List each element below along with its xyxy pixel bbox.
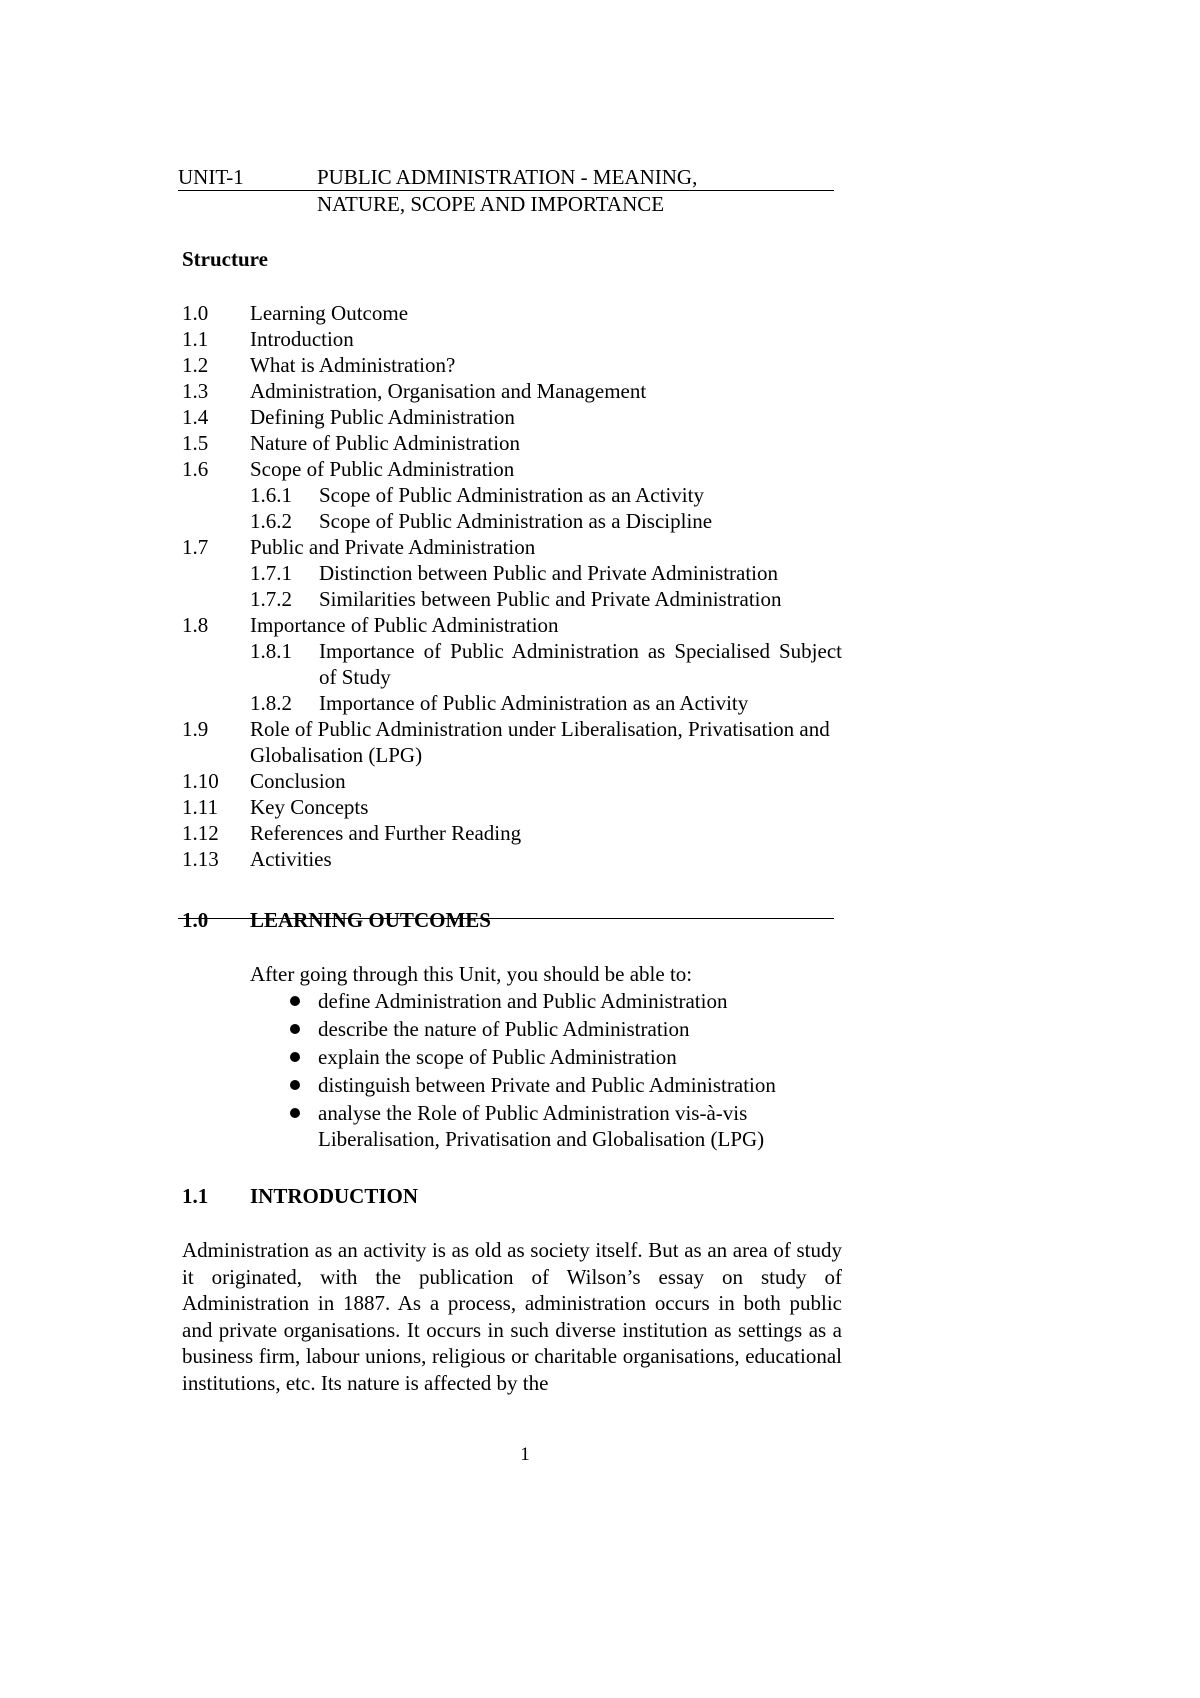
toc-item [182, 534, 842, 560]
structure-title: Structure [182, 247, 268, 271]
learning-outcomes-heading [182, 907, 834, 933]
section-number: 1.0 [182, 908, 209, 932]
toc-item [182, 456, 842, 482]
toc-item [182, 300, 842, 326]
toc-item-label: Conclusion [250, 769, 346, 793]
toc-subitem [182, 482, 842, 508]
list-item [250, 1072, 850, 1098]
toc-item-label: Key Concepts [250, 795, 369, 819]
unit-header-rule [178, 190, 834, 191]
toc-item-label: References and Further Reading [250, 821, 522, 845]
toc-item-label: Importance of Public Administration as an Activity [319, 691, 749, 715]
toc-item-label: Scope of Public Administration [250, 457, 515, 481]
introduction-paragraph: Administration as an activity is as old as society itself. But as an area of study it originated, with the publication of Wilson’s essay on study of Administration in 1887. As a process, administration occurs in both public and private organisations. It occurs in such diverse institution as settings as a business firm, labour unions, religious or charitable organisations, educational institutions, etc. Its nature is affected by the [182, 1238, 842, 1395]
toc-item-label: Similarities between Public and Private Administration [319, 587, 782, 611]
section-title: LEARNING OUTCOMES [250, 908, 491, 932]
toc-item [182, 820, 842, 846]
toc-item-label: Scope of Public Administration as a Discipline [319, 509, 713, 533]
toc-item-number: 1.7 [182, 535, 209, 559]
bullet-icon [290, 1052, 300, 1062]
toc-item-number: 1.1 [182, 327, 209, 351]
toc-item-number: 1.11 [182, 795, 218, 819]
unit-number: UNIT-1 [178, 165, 244, 189]
toc-item-number: 1.0 [182, 301, 209, 325]
toc-item-number: 1.9 [182, 717, 209, 741]
toc-item-label: Scope of Public Administration as an Activity [319, 483, 704, 507]
toc-item-label: Importance of Public Administration as Specialised Subject of Study [319, 639, 842, 689]
introduction-heading [182, 1183, 834, 1209]
toc-item-number: 1.8.2 [250, 691, 292, 715]
learning-outcomes-list [250, 988, 850, 1154]
structure-list [182, 300, 842, 872]
toc-item-label: Importance of Public Administration [250, 613, 559, 637]
page-number: 1 [520, 1444, 530, 1465]
learning-outcomes-rule [178, 918, 834, 919]
list-item-text: analyse the Role of Public Administration vis-à-vis Liberalisation, Privatisation and Globalisation (LPG) [318, 1101, 765, 1151]
toc-item [182, 378, 842, 404]
bullet-icon [290, 996, 300, 1006]
toc-item-label: What is Administration? [250, 353, 456, 377]
bullet-icon [290, 1080, 300, 1090]
toc-item-number: 1.4 [182, 405, 209, 429]
toc-item-number: 1.7.2 [250, 587, 292, 611]
learning-outcomes-intro: After going through this Unit, you should be able to: [250, 962, 693, 986]
toc-subitem [182, 638, 842, 690]
toc-item-number: 1.6.2 [250, 509, 292, 533]
toc-subitem [182, 560, 842, 586]
toc-item-label: Administration, Organisation and Management [250, 379, 647, 403]
toc-item [182, 794, 842, 820]
toc-item-number: 1.12 [182, 821, 219, 845]
list-item [250, 1044, 850, 1070]
toc-item-label: Role of Public Administration under Liberalisation, Privatisation and Globalisation (LPG) [250, 717, 830, 767]
toc-item-label: Distinction between Public and Private Administration [319, 561, 779, 585]
toc-item-number: 1.8.1 [250, 639, 292, 663]
list-item [250, 1016, 850, 1042]
toc-subitem [182, 508, 842, 534]
toc-item-label: Activities [250, 847, 332, 871]
toc-item-label: Introduction [250, 327, 354, 351]
bullet-icon [290, 1024, 300, 1034]
list-item-text: describe the nature of Public Administration [318, 1017, 690, 1041]
toc-item-number: 1.7.1 [250, 561, 292, 585]
toc-item-label: Public and Private Administration [250, 535, 536, 559]
toc-item-label: Nature of Public Administration [250, 431, 521, 455]
toc-item-label: Defining Public Administration [250, 405, 515, 429]
toc-item-number: 1.2 [182, 353, 209, 377]
section-number: 1.1 [182, 1184, 209, 1208]
toc-item [182, 352, 842, 378]
bullet-icon [290, 1108, 300, 1118]
toc-item [182, 612, 842, 638]
list-item [250, 1100, 850, 1152]
section-title: INTRODUCTION [250, 1184, 419, 1208]
unit-title-line-2: NATURE, SCOPE AND IMPORTANCE [317, 192, 665, 216]
toc-item-number: 1.8 [182, 613, 209, 637]
list-item-text: explain the scope of Public Administration [318, 1045, 677, 1069]
toc-item-number: 1.6.1 [250, 483, 292, 507]
list-item-text: distinguish between Private and Public Administration [318, 1073, 776, 1097]
toc-item [182, 716, 842, 768]
toc-item-number: 1.5 [182, 431, 209, 455]
toc-item-number: 1.10 [182, 769, 219, 793]
unit-title-line-1: PUBLIC ADMINISTRATION - MEANING, [317, 165, 698, 189]
toc-item-number: 1.13 [182, 847, 219, 871]
toc-subitem [182, 690, 842, 716]
toc-item [182, 846, 842, 872]
toc-subitem [182, 586, 842, 612]
toc-item [182, 430, 842, 456]
toc-item-number: 1.3 [182, 379, 209, 403]
toc-item [182, 404, 842, 430]
list-item-text: define Administration and Public Administration [318, 989, 728, 1013]
list-item [250, 988, 850, 1014]
toc-item-number: 1.6 [182, 457, 209, 481]
toc-item-label: Learning Outcome [250, 301, 409, 325]
toc-item [182, 326, 842, 352]
unit-header [178, 164, 834, 218]
toc-item [182, 768, 842, 794]
